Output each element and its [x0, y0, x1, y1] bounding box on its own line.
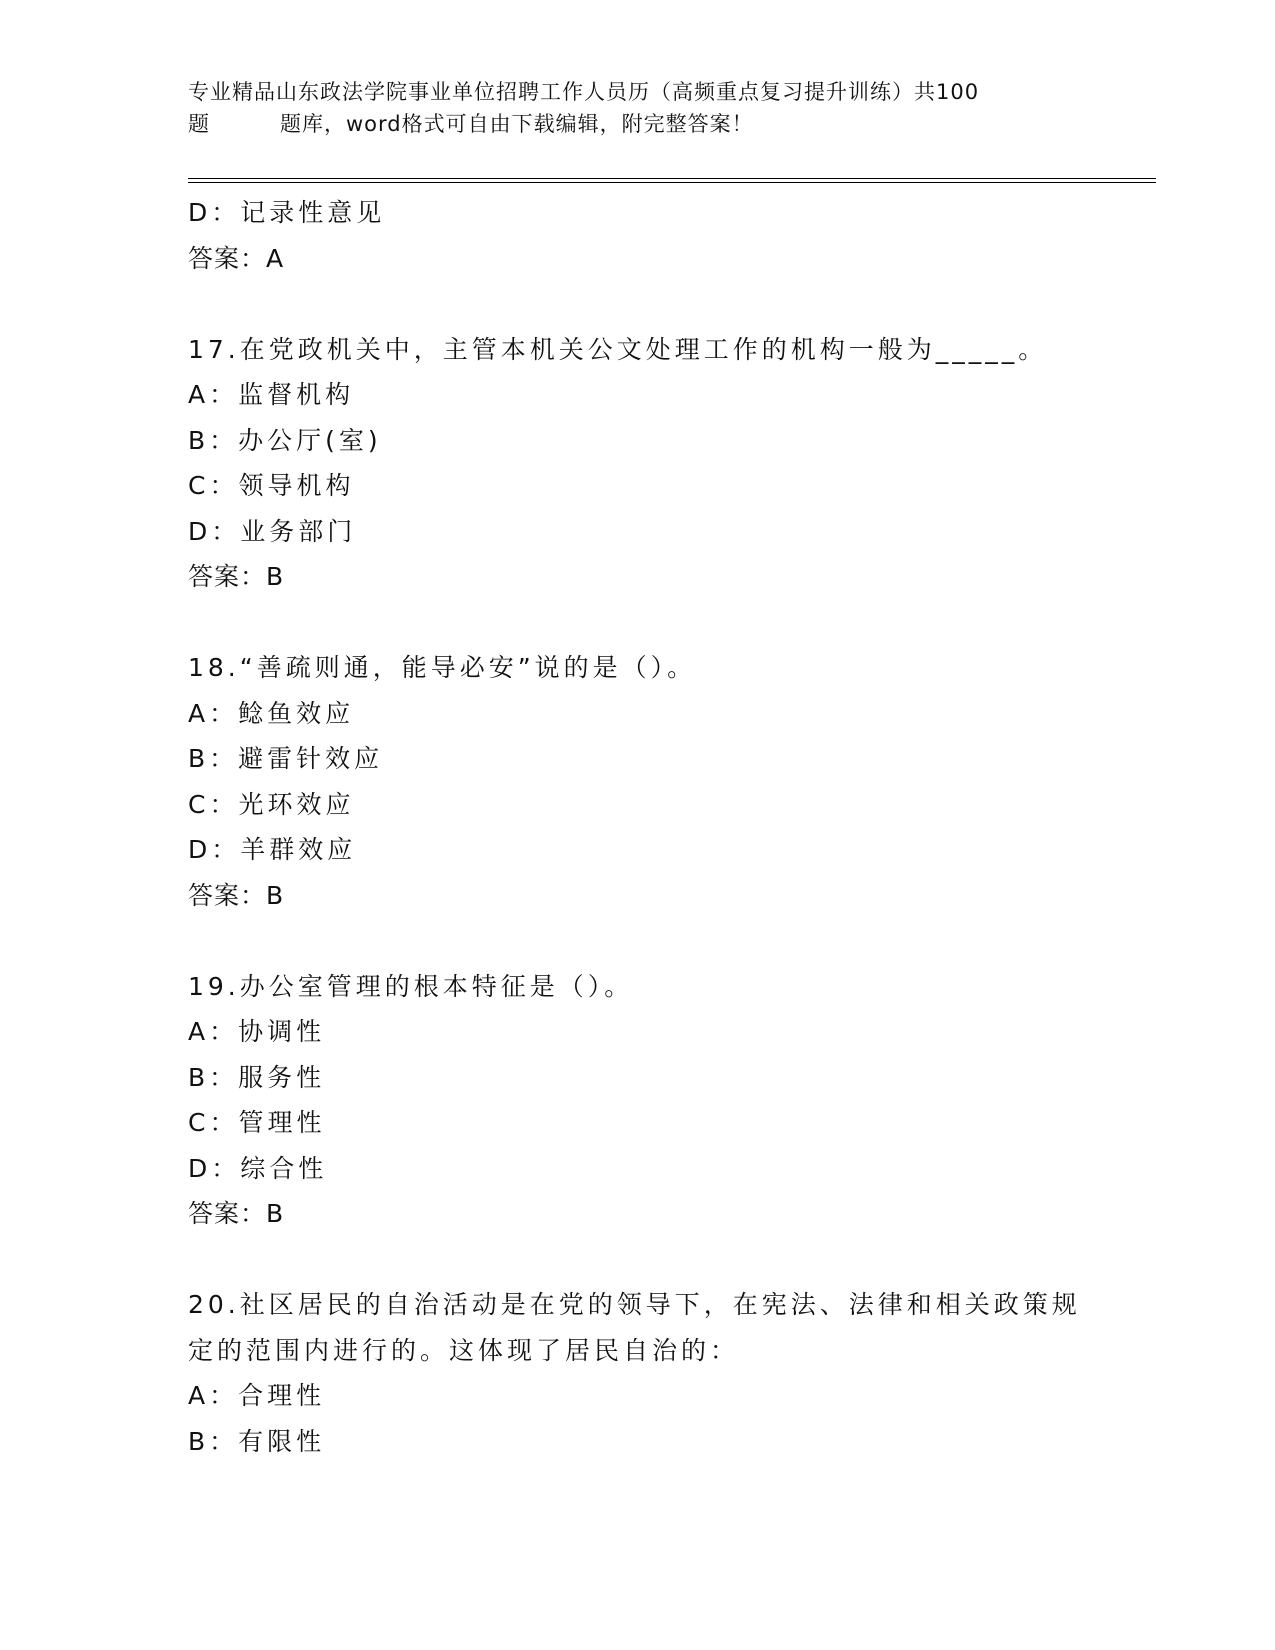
header-line-1: 专业精品山东政法学院事业单位招聘工作人员历（高频重点复习提升训练）共100: [188, 80, 980, 104]
option-d: D：综合性: [188, 1153, 328, 1183]
header-line-2-end: 题库，word格式可自由下载编辑，附完整答案！: [280, 112, 754, 136]
header-divider-top: [188, 178, 1156, 179]
question-stem: 19.办公室管理的根本特征是（）。: [188, 971, 634, 1001]
option-a: A：监督机构: [188, 380, 355, 409]
option-d: D：羊群效应: [188, 835, 357, 864]
option-a: A：鲶鱼效应: [188, 698, 355, 728]
page-header: [188, 76, 1088, 140]
document-body: [188, 190, 1088, 1464]
header-line-2-start: 题: [188, 112, 210, 136]
option-d: D：业务部门: [188, 516, 357, 546]
option-c: C：领导机构: [188, 471, 355, 500]
option-d-previous: D：记录性意见: [188, 198, 386, 227]
option-b: B：避雷针效应: [188, 744, 384, 773]
option-a: A：合理性: [188, 1381, 326, 1410]
question-17: [188, 327, 1088, 600]
question-stem-line-2: 定的范围内进行的。这体现了居民自治的：: [188, 1335, 740, 1365]
question-stem: 17.在党政机关中，主管本机关公文处理工作的机构一般为_____。: [188, 334, 1048, 364]
question-20: [188, 1282, 1088, 1464]
question-19: [188, 964, 1088, 1237]
answer-previous: 答案：A: [188, 243, 285, 273]
header-divider-bottom: [188, 182, 1156, 183]
option-b: B：办公厅(室): [188, 425, 382, 455]
answer: 答案：B: [188, 1199, 285, 1228]
question-stem-line-1: 20.社区居民的自治活动是在党的领导下，在宪法、法律和相关政策规: [188, 1290, 1081, 1319]
option-b: B：有限性: [188, 1426, 326, 1456]
option-b: B：服务性: [188, 1062, 326, 1092]
question-stem: 18.“善疏则通，能导必安”说的是（）。: [188, 653, 697, 682]
answer: 答案：B: [188, 562, 285, 591]
option-c: C：光环效应: [188, 789, 355, 819]
header-line-2: [188, 108, 1088, 140]
option-a: A：协调性: [188, 1017, 326, 1046]
option-c: C：管理性: [188, 1108, 326, 1137]
answer: 答案：B: [188, 880, 285, 910]
question-18: [188, 645, 1088, 918]
